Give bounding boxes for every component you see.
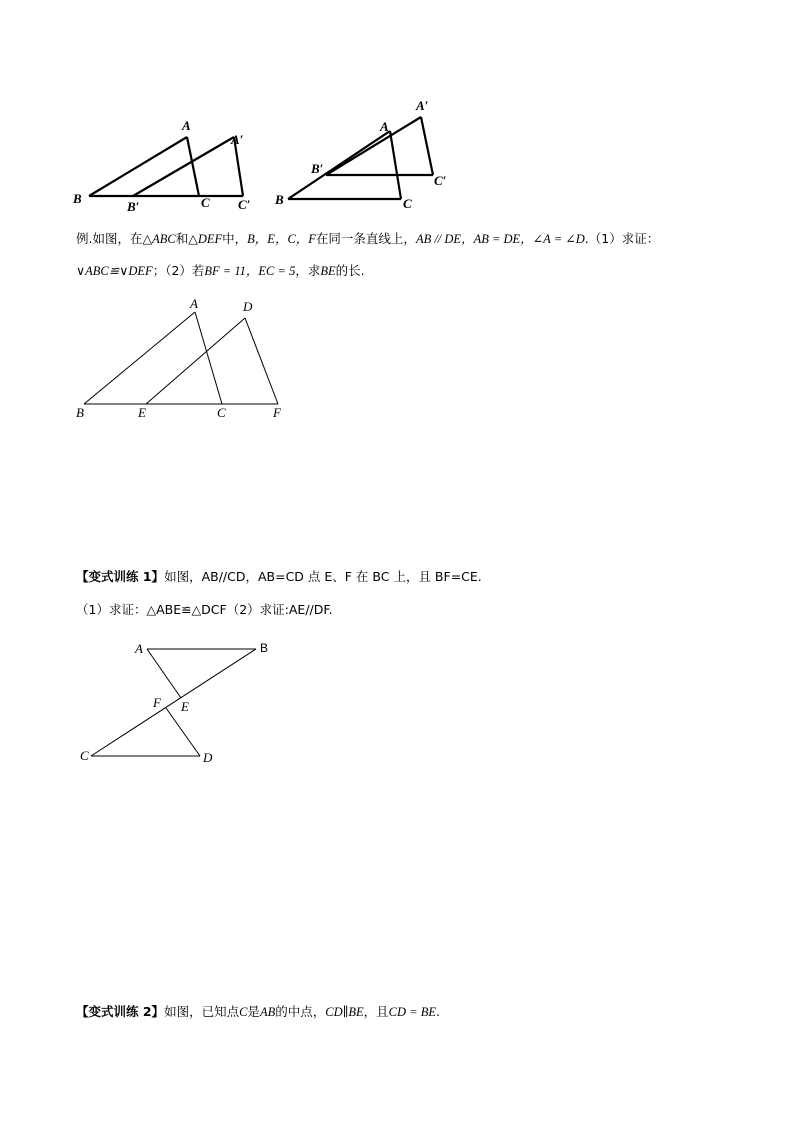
label-b-prime: B′	[311, 161, 324, 176]
variant2-heading: 【变式训练 2】	[76, 1004, 165, 1019]
label-b: B	[275, 192, 284, 207]
label-a: A	[190, 296, 198, 311]
label-b-prime: B′	[127, 199, 140, 214]
label-c: C	[80, 748, 89, 763]
label-a: A	[182, 118, 191, 133]
label-d: D	[243, 299, 253, 314]
variant1-heading: 【变式训练 1】	[76, 569, 165, 584]
label-b: B	[76, 405, 84, 420]
translation-figure-2	[270, 95, 470, 220]
segment-ba	[84, 312, 195, 404]
segment-ba	[288, 131, 390, 199]
example-line-1: 例.如图，在△ABC和△DEF中，B，E，C，F在同一条直线上，AB // DE，AB = DE，∠A = ∠D.（1）求证：	[76, 231, 660, 246]
label-c-prime: C′	[238, 197, 251, 212]
label-a: A	[135, 641, 143, 656]
label-f: F	[273, 405, 281, 420]
label-a-prime: A′	[416, 98, 429, 113]
segment-df	[245, 318, 278, 404]
label-a-prime: A′	[231, 132, 244, 147]
translation-figure-1	[60, 110, 280, 220]
label-d: D	[203, 750, 213, 765]
segment-ed	[146, 318, 245, 404]
label-c: C	[217, 405, 226, 420]
label-a: A	[380, 119, 389, 134]
variant1-figure	[70, 635, 290, 770]
label-f: F	[153, 695, 161, 710]
variant2-line-1: 【变式训练 2】如图，已知点C是AB的中点，CD∥BE，且CD = BE.	[76, 1004, 440, 1019]
label-b: B	[73, 191, 82, 206]
segment-ae	[147, 649, 181, 698]
segment-ap-cp	[421, 117, 433, 175]
segment-bp-ap	[326, 117, 421, 175]
example-figure	[70, 292, 300, 427]
label-b: B	[260, 641, 269, 655]
label-c: C	[201, 195, 210, 210]
segment-fd	[166, 708, 200, 756]
label-c-prime: C′	[434, 173, 447, 188]
segment-ab	[89, 137, 187, 196]
example-line-2: ∨ABC≌∨DEF；（2）若BF = 11，EC = 5，求BE的长.	[76, 263, 365, 278]
segment-bp-ap	[133, 137, 234, 196]
label-c: C	[403, 196, 412, 211]
segment-ac	[390, 131, 401, 199]
variant1-line-1: 【变式训练 1】如图，AB//CD，AB=CD 点 E、F 在 BC 上，且 BF=CE.	[76, 569, 482, 584]
variant1-line-2: （1）求证：△ABE≌△DCF（2）求证:AE//DF.	[76, 602, 333, 617]
segment-bc	[91, 649, 256, 756]
label-e: E	[138, 405, 146, 420]
segment-ac	[187, 137, 199, 196]
label-e: E	[181, 699, 189, 714]
